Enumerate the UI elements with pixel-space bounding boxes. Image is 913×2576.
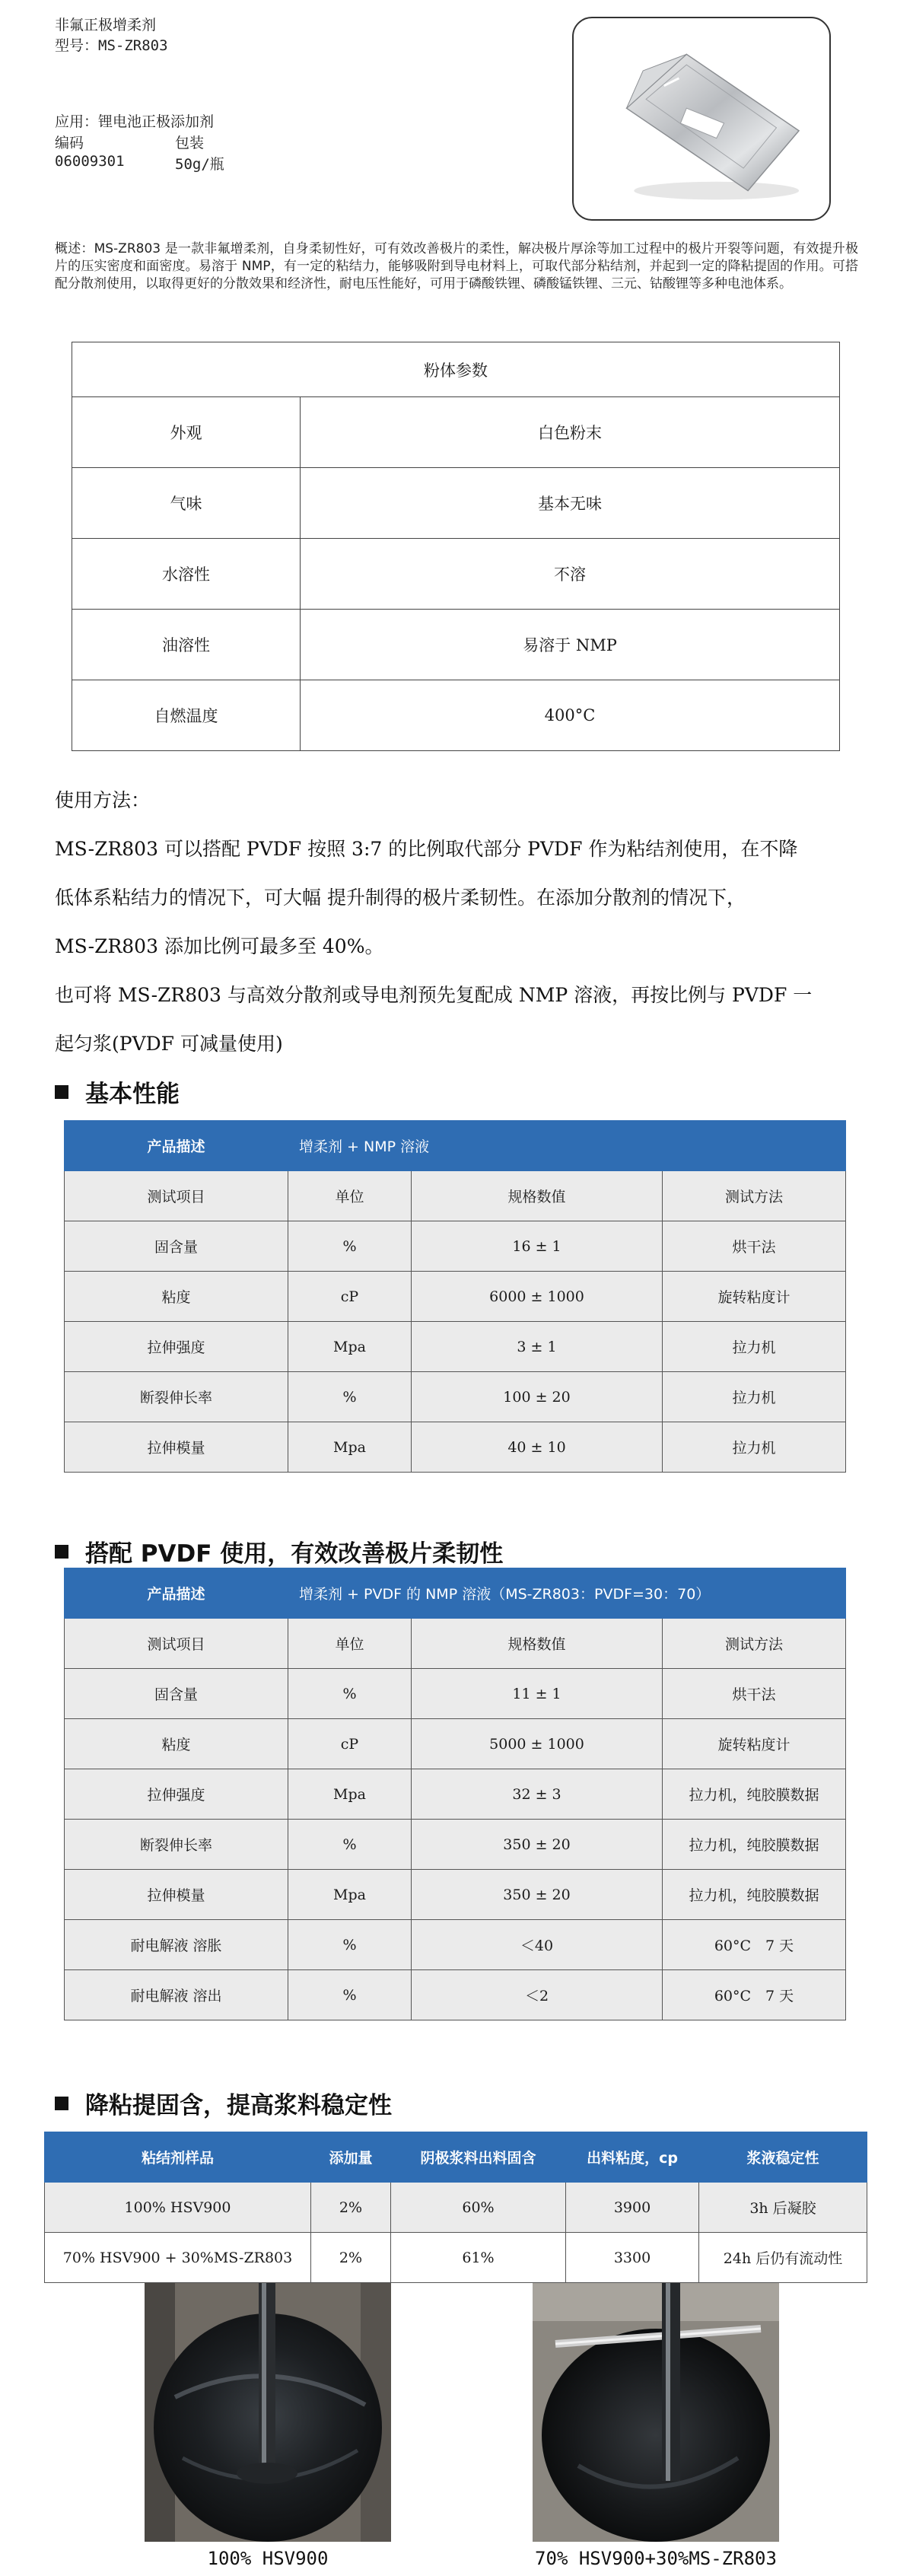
cell: 拉伸模量 — [65, 1870, 288, 1920]
table-row — [65, 1322, 846, 1372]
usage-line: 也可将 MS-ZR803 与高效分散剂或导电剂预先复配成 NMP 溶液，再按比例与 PVDF 一 — [55, 984, 813, 1006]
cell: 61% — [391, 2233, 566, 2283]
cell: 拉力机，纯胶膜数据 — [663, 1820, 846, 1870]
table-row — [65, 1221, 846, 1272]
cell: 3900 — [566, 2183, 699, 2233]
powder-key: 气味 — [72, 468, 301, 539]
table-row — [65, 1422, 846, 1473]
table-row — [65, 1769, 846, 1820]
table-columns-row — [65, 1619, 846, 1669]
product-model: 型号：MS-ZR803 — [55, 37, 168, 54]
table-row — [65, 1372, 846, 1422]
cell: 耐电解液 溶胀 — [65, 1920, 288, 1970]
usage-line: MS-ZR803 添加比例可最多至 40%。 — [55, 935, 384, 957]
slurry-stability-table — [44, 2132, 867, 2283]
cell: 3h 后凝胶 — [699, 2183, 867, 2233]
column-header: 测试项目 — [65, 1171, 288, 1221]
product-application: 应用：锂电池正极添加剂 — [55, 113, 215, 130]
usage-line: 低体系粘结力的情况下，可大幅 提升制得的极片柔韧性。在添加分散剂的情况下， — [55, 887, 746, 909]
pack-value: 50g/瓶 — [175, 156, 224, 173]
table-row — [45, 2183, 867, 2233]
cell: ＜2 — [412, 1970, 663, 2020]
column-header: 测试项目 — [65, 1619, 288, 1669]
cell: 旋转粘度计 — [663, 1719, 846, 1769]
cell: 固含量 — [65, 1669, 288, 1719]
section3-title: 降粘提固含，提高浆料稳定性 — [85, 2092, 392, 2119]
cell: 60°C 7 天 — [663, 1970, 846, 2020]
cell: 3 ± 1 — [412, 1322, 663, 1372]
photo-caption-right: 70% HSV900+30%MS-ZR803 — [535, 2548, 777, 2569]
cell: 16 ± 1 — [412, 1221, 663, 1272]
cell: % — [288, 1920, 412, 1970]
cell: 旋转粘度计 — [663, 1272, 846, 1322]
table-row — [72, 539, 840, 610]
cell: 2% — [311, 2183, 391, 2233]
cell: 100% HSV900 — [45, 2183, 311, 2233]
slurry-photo-hsv900 — [145, 2283, 391, 2542]
table-row — [72, 610, 840, 680]
code-pack-values — [55, 153, 224, 174]
column-header: 出料粘度，cp — [566, 2132, 699, 2183]
table-row — [65, 1272, 846, 1322]
slurry-mixing-picture — [145, 2283, 391, 2542]
section1-heading — [55, 1075, 180, 1109]
table-row — [65, 1920, 846, 1970]
cell: % — [288, 1669, 412, 1719]
pack-label: 包装 — [175, 135, 205, 151]
slurry-photo-blend — [533, 2283, 779, 2542]
table-header-row — [65, 1568, 846, 1619]
code-value: 06009301 — [55, 153, 125, 170]
powder-value: 不溶 — [301, 539, 840, 610]
cell: 32 ± 3 — [412, 1769, 663, 1820]
product-bag-illustration — [574, 18, 829, 219]
usage-section — [55, 776, 861, 1068]
cell: 烘干法 — [663, 1221, 846, 1272]
square-bullet-icon — [55, 1545, 68, 1559]
cell: 100 ± 20 — [412, 1372, 663, 1422]
powder-params-table — [72, 342, 840, 751]
cell: 拉力机 — [663, 1322, 846, 1372]
cell: % — [288, 1372, 412, 1422]
cell: % — [288, 1820, 412, 1870]
cell: 拉力机 — [663, 1372, 846, 1422]
cell: 11 ± 1 — [412, 1669, 663, 1719]
column-header: 阴极浆料出料固含 — [391, 2132, 566, 2183]
table-row — [65, 1820, 846, 1870]
powder-key: 油溶性 — [72, 610, 301, 680]
cell: 耐电解液 溶出 — [65, 1970, 288, 2020]
powder-title-row — [72, 342, 840, 397]
photo-caption-left: 100% HSV900 — [207, 2548, 329, 2569]
table-row — [65, 1970, 846, 2020]
powder-key: 外观 — [72, 397, 301, 468]
cell: 40 ± 10 — [412, 1422, 663, 1473]
column-header: 浆液稳定性 — [699, 2132, 867, 2183]
cell: Mpa — [288, 1422, 412, 1473]
table-row — [72, 680, 840, 751]
slurry-mixing-picture — [533, 2283, 779, 2542]
cell: 粘度 — [65, 1272, 288, 1322]
cell: 2% — [311, 2233, 391, 2283]
cell: 70% HSV900 + 30%MS-ZR803 — [45, 2233, 311, 2283]
powder-value: 白色粉末 — [301, 397, 840, 468]
cell: Mpa — [288, 1870, 412, 1920]
cell: 拉力机，纯胶膜数据 — [663, 1870, 846, 1920]
powder-key: 自燃温度 — [72, 680, 301, 751]
product-image — [572, 17, 831, 221]
usage-line: MS-ZR803 可以搭配 PVDF 按照 3:7 的比例取代部分 PVDF 作为粘结剂使用，在不降 — [55, 838, 798, 860]
table-row — [72, 468, 840, 539]
column-header: 单位 — [288, 1619, 412, 1669]
cell: cP — [288, 1272, 412, 1322]
cell: 断裂伸长率 — [65, 1820, 288, 1870]
cell: 5000 ± 1000 — [412, 1719, 663, 1769]
cell: 拉力机，纯胶膜数据 — [663, 1769, 846, 1820]
powder-key: 水溶性 — [72, 539, 301, 610]
cell: 24h 后仍有流动性 — [699, 2233, 867, 2283]
column-header: 规格数值 — [412, 1171, 663, 1221]
table-header-row — [45, 2132, 867, 2183]
column-header: 测试方法 — [663, 1171, 846, 1221]
cell: 3300 — [566, 2233, 699, 2283]
powder-value: 基本无味 — [301, 468, 840, 539]
usage-heading: 使用方法： — [55, 789, 151, 811]
square-bullet-icon — [55, 2097, 68, 2110]
table-row — [65, 1870, 846, 1920]
basic-performance-table — [64, 1120, 846, 1473]
table-row — [65, 1669, 846, 1719]
cell: 粘度 — [65, 1719, 288, 1769]
column-header: 粘结剂样品 — [45, 2132, 311, 2183]
cell: 6000 ± 1000 — [412, 1272, 663, 1322]
column-header: 规格数值 — [412, 1619, 663, 1669]
product-name: 非氟正极增柔剂 — [55, 17, 157, 33]
cell: 拉伸强度 — [65, 1322, 288, 1372]
cell: % — [288, 1970, 412, 2020]
column-header: 测试方法 — [663, 1619, 846, 1669]
head-value: 增柔剂 + PVDF 的 NMP 溶液（MS-ZR803：PVDF=30：70） — [288, 1568, 846, 1619]
cell: 拉力机 — [663, 1422, 846, 1473]
cell: 350 ± 20 — [412, 1820, 663, 1870]
cell: 350 ± 20 — [412, 1870, 663, 1920]
code-label: 编码 — [55, 135, 84, 151]
usage-line: 起匀浆(PVDF 可减量使用) — [55, 1033, 283, 1055]
powder-value: 易溶于 NMP — [301, 610, 840, 680]
code-pack-labels — [55, 132, 204, 152]
head-value: 增柔剂 + NMP 溶液 — [288, 1121, 846, 1171]
head-label: 产品描述 — [65, 1568, 288, 1619]
cell: 拉伸强度 — [65, 1769, 288, 1820]
cell: % — [288, 1221, 412, 1272]
cell: 拉伸模量 — [65, 1422, 288, 1473]
cell: Mpa — [288, 1322, 412, 1372]
column-header: 添加量 — [311, 2132, 391, 2183]
column-header: 单位 — [288, 1171, 412, 1221]
section3-heading — [55, 2086, 392, 2120]
table-row — [72, 397, 840, 468]
cell: ＜40 — [412, 1920, 663, 1970]
square-bullet-icon — [55, 1085, 68, 1099]
powder-value: 400°C — [301, 680, 840, 751]
cell: 60°C 7 天 — [663, 1920, 846, 1970]
table-row — [45, 2233, 867, 2283]
pvdf-performance-table — [64, 1568, 846, 2020]
section2-heading — [55, 1534, 503, 1568]
cell: cP — [288, 1719, 412, 1769]
head-label: 产品描述 — [65, 1121, 288, 1171]
section1-title: 基本性能 — [85, 1081, 180, 1108]
section2-title: 搭配 PVDF 使用，有效改善极片柔韧性 — [85, 1540, 504, 1568]
cell: 60% — [391, 2183, 566, 2233]
cell: 烘干法 — [663, 1669, 846, 1719]
table-columns-row — [65, 1171, 846, 1221]
table-row — [65, 1719, 846, 1769]
cell: Mpa — [288, 1769, 412, 1820]
cell: 固含量 — [65, 1221, 288, 1272]
overview-text: 概述：MS-ZR803 是一款非氟增柔剂，自身柔韧性好，可有效改善极片的柔性，解决极片厚涂等加工过程中的极片开裂等问题，有效提升极片的压实密度和面密度。易溶于 NMP，有一定的粘结力，能够吸附到导电材料上，可取代部分粘结剂，并起到一定的降粘提固的作用。可搭配分散剂使用，以取得更好的分散效果和经济性，耐电压性能好，可用于磷酸铁锂、磷酸锰铁锂、三元、钴酸锂等多种电池体系。 — [55, 241, 858, 291]
table-header-row — [65, 1121, 846, 1171]
powder-title: 粉体参数 — [72, 342, 840, 397]
cell: 断裂伸长率 — [65, 1372, 288, 1422]
